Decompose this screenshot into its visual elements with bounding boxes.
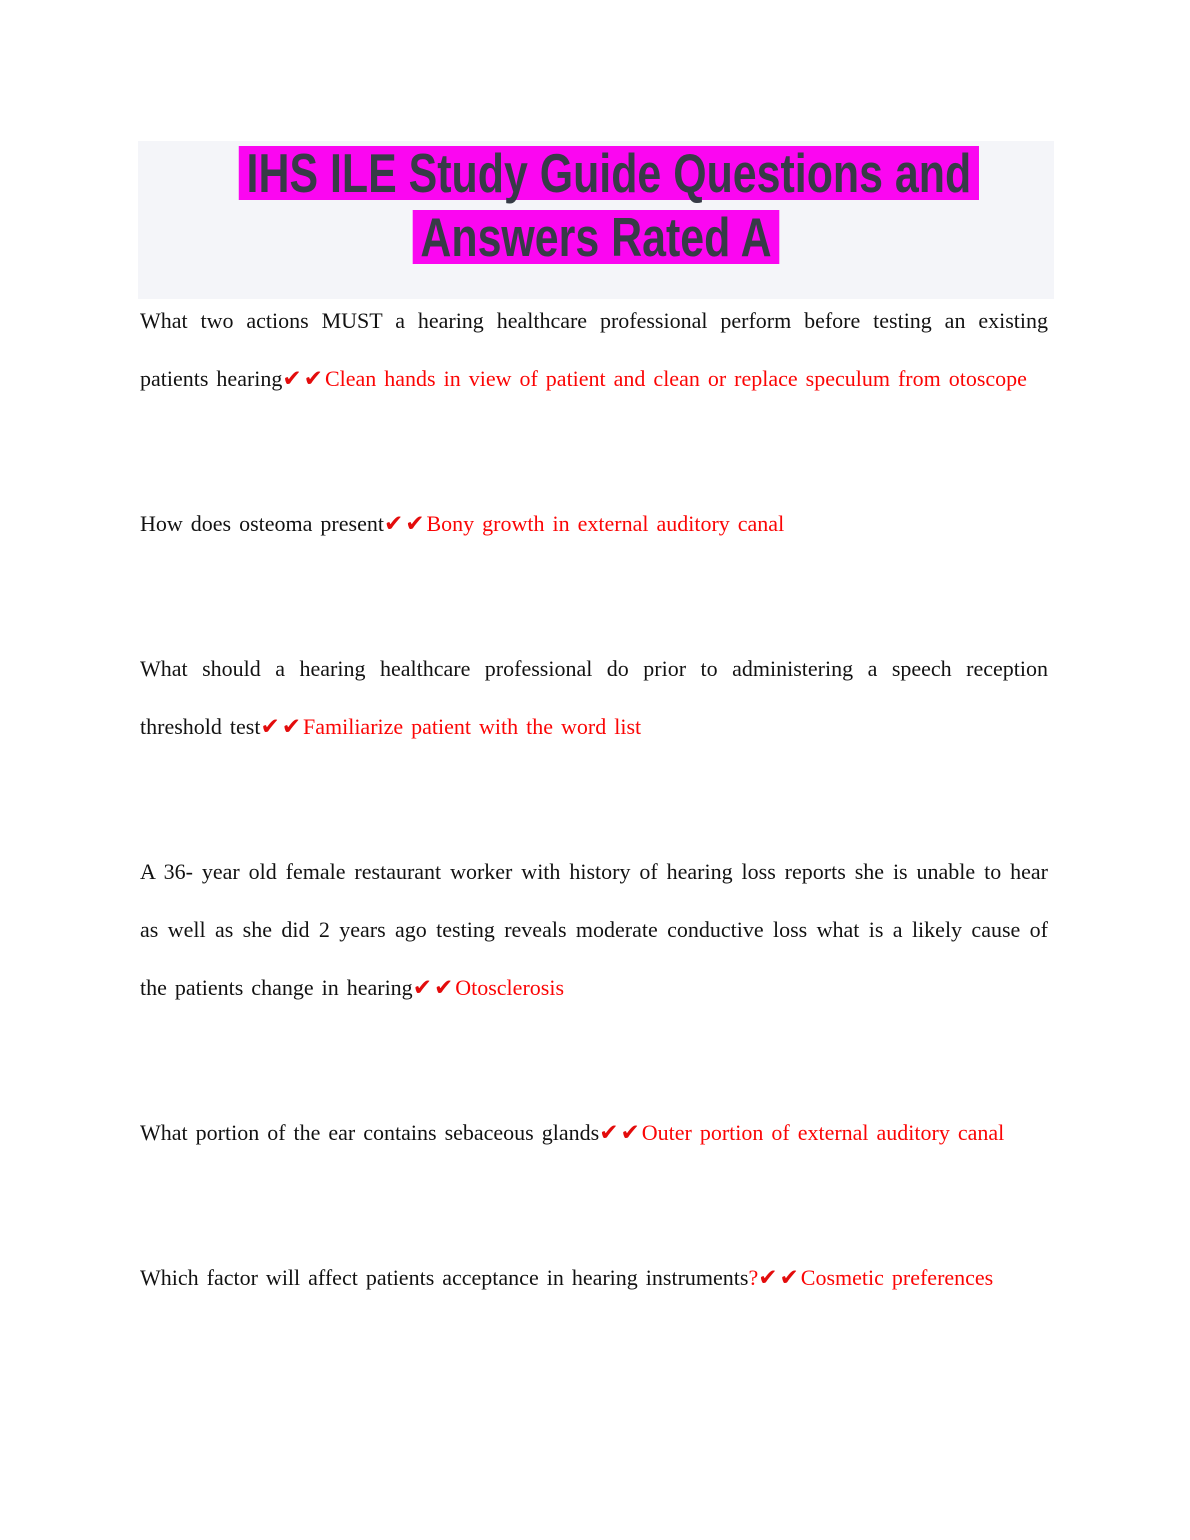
qa-paragraph	[140, 640, 1048, 756]
title-highlight: Answers Rated A	[413, 210, 780, 264]
question-text: A 36- year old female restaurant worker with history of hearing loss reports she is unable to hear	[140, 859, 1048, 884]
title-highlight: IHS ILE Study Guide Questions and	[239, 146, 979, 200]
qa-line	[140, 959, 1048, 1017]
double-checkmark-icon: ✔✔	[282, 366, 325, 392]
question-text: Which factor will affect patients acceptance in hearing instruments	[140, 1265, 749, 1290]
qa-line	[140, 1249, 1048, 1307]
qa-line	[140, 901, 1048, 959]
question-text: How does osteoma present	[140, 511, 384, 536]
qa-paragraph	[140, 1249, 1048, 1307]
answer-text: Familiarize patient with the word list	[302, 714, 642, 739]
qa-line	[140, 843, 1048, 901]
qa-paragraph	[140, 495, 1048, 553]
qa-line	[140, 292, 1048, 350]
qa-paragraph	[140, 843, 1048, 1017]
question-text: What portion of the ear contains sebaceous glands	[140, 1120, 600, 1145]
question-text: threshold test	[140, 714, 261, 739]
question-punctuation: ?	[748, 1265, 759, 1290]
question-text: as well as she did 2 years ago testing reveals moderate conductive loss what is a likely cause of	[140, 917, 1048, 942]
question-text: What should a hearing healthcare professional do prior to administering a speech reception	[140, 656, 1048, 681]
double-checkmark-icon: ✔✔	[599, 1120, 642, 1146]
qa-line	[140, 350, 1048, 408]
answer-text: Bony growth in external auditory canal	[426, 511, 785, 536]
title-banner	[138, 141, 1054, 299]
answer-text: Otosclerosis	[455, 975, 564, 1000]
question-text: What two actions MUST a hearing healthcare professional perform before testing an existing	[140, 308, 1048, 333]
double-checkmark-icon: ✔✔	[260, 714, 303, 740]
question-text: patients hearing	[140, 366, 283, 391]
answer-text: Cosmetic preferences	[800, 1265, 994, 1290]
document-body	[140, 292, 1048, 1394]
double-checkmark-icon: ✔✔	[412, 975, 456, 1001]
document-title-line-1	[239, 141, 972, 205]
qa-paragraph	[140, 1104, 1048, 1162]
document-title-line-2	[239, 205, 953, 269]
document-title	[239, 141, 972, 269]
qa-paragraph	[140, 292, 1048, 408]
question-text: the patients change in hearing	[140, 975, 413, 1000]
double-checkmark-icon: ✔✔	[383, 511, 427, 537]
answer-text: Clean hands in view of patient and clean or replace speculum from otoscope	[324, 366, 1027, 391]
qa-line	[140, 495, 1048, 553]
qa-line	[140, 1104, 1048, 1162]
answer-text: Outer portion of external auditory canal	[641, 1120, 1005, 1145]
qa-line	[140, 698, 1048, 756]
qa-line	[140, 640, 1048, 698]
double-checkmark-icon: ✔✔	[758, 1265, 801, 1291]
